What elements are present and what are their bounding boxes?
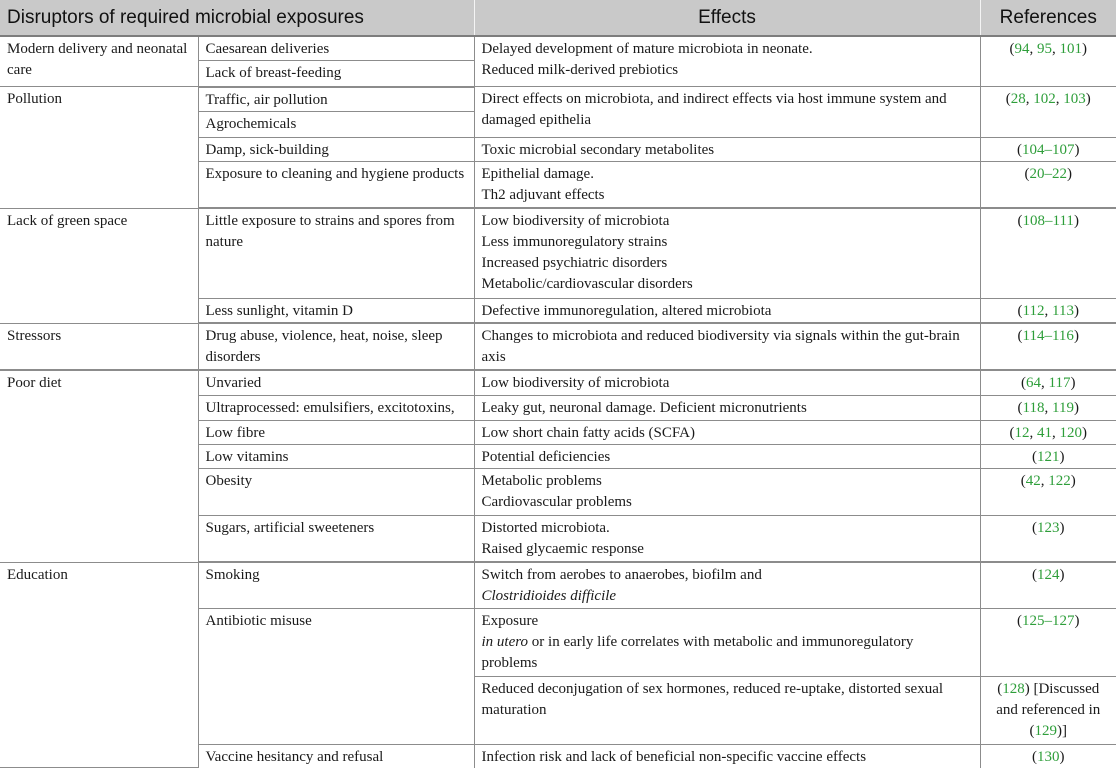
category-cell: Modern delivery and neonatal care [0, 36, 198, 87]
effects-cell: Delayed development of mature microbiota in neonate. Reduced milk-derived prebiotics [474, 36, 980, 87]
disruptor-cell: Unvaried [198, 370, 474, 395]
references-cell: (114–116) [980, 323, 1116, 370]
disruptor-cell: Exposure to cleaning and hygiene products [198, 161, 474, 208]
table-row [0, 208, 1116, 298]
ref-link[interactable]: 120 [1059, 424, 1082, 441]
ref-link[interactable]: 64 [1026, 375, 1042, 391]
references-cell: (112, 113) [980, 298, 1116, 323]
header-row [0, 0, 1116, 36]
effects-cell: Metabolic problems Cardiovascular problems [474, 468, 980, 515]
disruptor-cell: Vaccine hesitancy and refusal [198, 744, 474, 768]
disruptor-cell: Little exposure to strains and spores from nature [198, 208, 474, 298]
disruptor-cell: Smoking [198, 562, 474, 608]
references-cell: (42, 122) [980, 468, 1116, 515]
ref-link[interactable]: 124 [1037, 567, 1060, 583]
ref-link[interactable]: 94 [1014, 41, 1030, 57]
disruptor-cell: Antibiotic misuse [198, 608, 474, 744]
table-row [0, 36, 1116, 61]
effects-cell: Potential deficiencies [474, 444, 980, 468]
effects-cell: Low biodiversity of microbiota [474, 370, 980, 395]
ref-link[interactable]: 112 [1022, 302, 1045, 319]
ref-link[interactable]: 103 [1063, 91, 1086, 107]
effects-cell: Direct effects on microbiota, and indirect effects via host immune system and damaged epithelia [474, 87, 980, 138]
references-cell: (121) [980, 444, 1116, 468]
effects-cell: Infection risk and lack of beneficial non-specific vaccine effects [474, 744, 980, 768]
ref-link[interactable]: 104–107 [1022, 141, 1075, 158]
references-cell: (125–127) [980, 608, 1116, 676]
ref-link[interactable]: 41 [1037, 424, 1052, 441]
disruptor-cell: Low vitamins [198, 444, 474, 468]
ref-link[interactable]: 119 [1052, 399, 1074, 416]
references-cell: (12, 41, 120) [980, 420, 1116, 444]
references-cell: (128) [Discussed and referenced in (129)] [980, 676, 1116, 744]
ref-link[interactable]: 113 [1052, 302, 1074, 319]
references-cell: (64, 117) [980, 370, 1116, 395]
effects-cell: Changes to microbiota and reduced biodiversity via signals within the gut-brain axis [474, 323, 980, 370]
header-disruptors: Disruptors of required microbial exposures [0, 0, 474, 36]
category-cell: Education [0, 562, 198, 768]
ref-link[interactable]: 125–127 [1022, 612, 1075, 629]
table-row [0, 370, 1116, 395]
ref-link[interactable]: 28 [1010, 91, 1026, 107]
effects-cell: Toxic microbial secondary metabolites [474, 137, 980, 161]
disruptor-cell: Damp, sick-building [198, 137, 474, 161]
ref-link[interactable]: 123 [1037, 519, 1060, 536]
ref-link[interactable]: 12 [1014, 424, 1030, 441]
effects-cell: Leaky gut, neuronal damage. Deficient micronutrients [474, 395, 980, 420]
references-cell: (94, 95, 101) [980, 36, 1116, 87]
ref-link[interactable]: 101 [1059, 41, 1082, 57]
ref-link[interactable]: 95 [1037, 41, 1052, 57]
table-row [0, 562, 1116, 608]
ref-link[interactable]: 42 [1025, 472, 1041, 489]
effects-cell: Exposure in utero or in early life correlates with metabolic and immunoregulatory problems [474, 608, 980, 676]
ref-link[interactable]: 102 [1033, 91, 1056, 107]
ref-link[interactable]: 130 [1037, 748, 1060, 765]
references-cell: (28, 102, 103) [980, 87, 1116, 138]
effects-cell: Low short chain fatty acids (SCFA) [474, 420, 980, 444]
category-cell: Stressors [0, 323, 198, 370]
ref-link[interactable]: 128 [1002, 680, 1025, 697]
effects-cell: Reduced deconjugation of sex hormones, reduced re-uptake, distorted sexual maturation [474, 676, 980, 744]
category-cell: Poor diet [0, 370, 198, 562]
disruptor-cell: Drug abuse, violence, heat, noise, sleep disorders [198, 323, 474, 370]
ref-link[interactable]: 114–116 [1022, 328, 1074, 344]
references-cell: (124) [980, 562, 1116, 608]
effects-cell: Defective immunoregulation, altered microbiota [474, 298, 980, 323]
disruptor-cell: Ultraprocessed: emulsifiers, excitotoxins, [198, 395, 474, 420]
effects-cell: Low biodiversity of microbiota Less immunoregulatory strains Increased psychiatric disorders Metabolic/cardiovascular disorders [474, 208, 980, 298]
ref-link[interactable]: 118 [1022, 399, 1045, 416]
ref-link[interactable]: 121 [1037, 448, 1060, 465]
disruptor-cell: Agrochemicals [198, 111, 474, 137]
ref-link[interactable]: 122 [1048, 472, 1071, 489]
header-effects: Effects [474, 0, 980, 36]
effects-cell: Switch from aerobes to anaerobes, biofilm and Clostridioides difficile [474, 562, 980, 608]
ref-link[interactable]: 117 [1048, 375, 1071, 391]
references-cell: (130) [980, 744, 1116, 768]
category-cell: Pollution [0, 87, 198, 209]
references-cell: (104–107) [980, 137, 1116, 161]
table-row [0, 87, 1116, 112]
effects-cell: Epithelial damage. Th2 adjuvant effects [474, 161, 980, 208]
disruptor-cell: Less sunlight, vitamin D [198, 298, 474, 323]
category-cell: Lack of green space [0, 208, 198, 323]
ref-link[interactable]: 20–22 [1029, 165, 1067, 182]
references-cell: (118, 119) [980, 395, 1116, 420]
effects-cell: Distorted microbiota. Raised glycaemic response [474, 515, 980, 562]
ref-link[interactable]: 129 [1034, 722, 1057, 739]
disruptor-cell: Lack of breast-feeding [198, 61, 474, 87]
references-cell: (20–22) [980, 161, 1116, 208]
disruptor-cell: Caesarean deliveries [198, 36, 474, 61]
disruptor-cell: Low fibre [198, 420, 474, 444]
table-row [0, 323, 1116, 370]
disruptor-cell: Traffic, air pollution [198, 87, 474, 112]
disruptor-cell: Sugars, artificial sweeteners [198, 515, 474, 562]
header-references: References [980, 0, 1116, 36]
ref-link[interactable]: 108–111 [1022, 213, 1074, 229]
disruptor-cell: Obesity [198, 468, 474, 515]
references-cell: (123) [980, 515, 1116, 562]
references-cell: (108–111) [980, 208, 1116, 298]
